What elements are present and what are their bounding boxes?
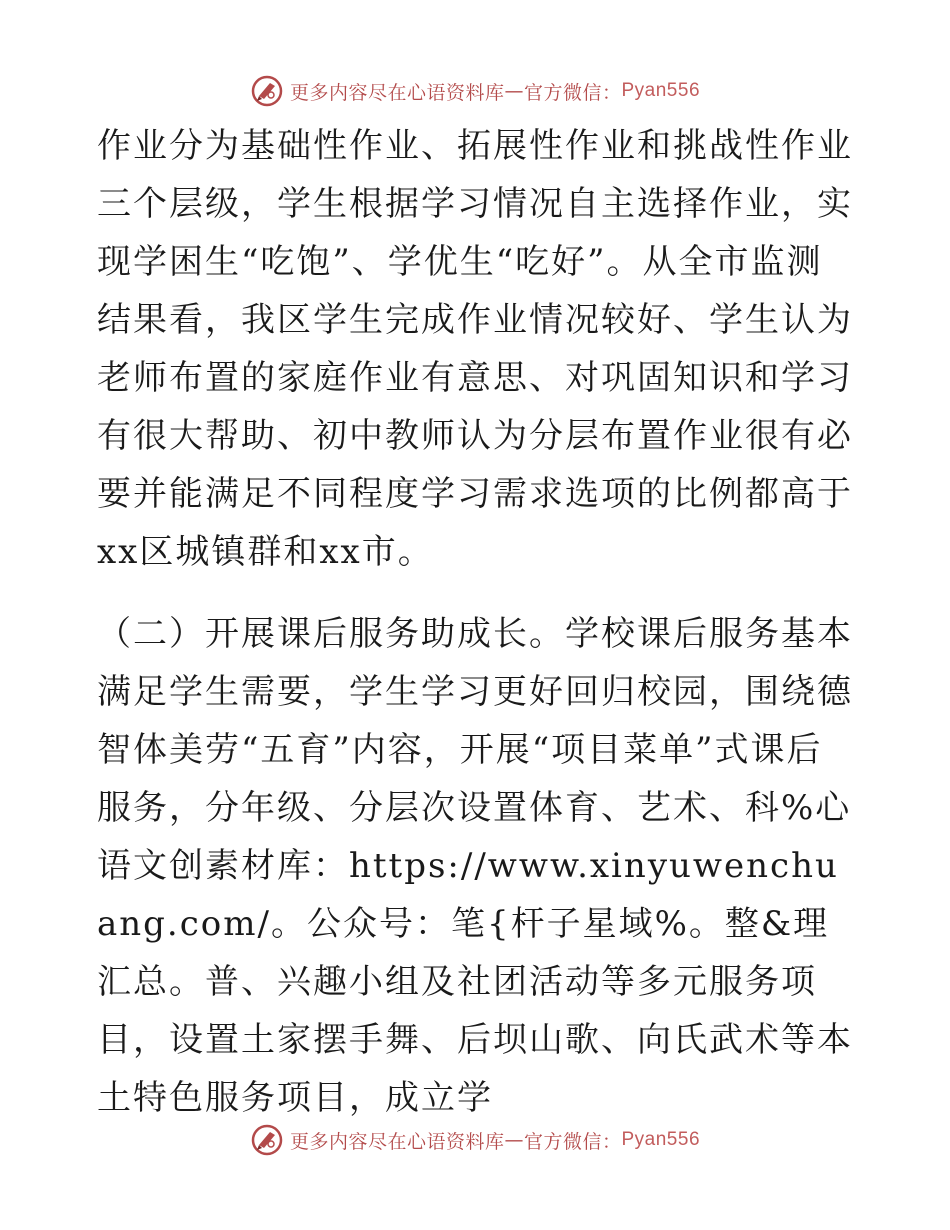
watermark-separator: — bbox=[504, 1129, 524, 1151]
watermark-official-label: 官方微信： bbox=[523, 81, 622, 104]
watermark-brand: 更多内容尽在心语资料库 bbox=[289, 81, 505, 104]
document-body bbox=[97, 117, 857, 1127]
watermark-brand: 更多内容尽在心语资料库 bbox=[289, 1130, 505, 1153]
paragraph-after-school-services: （二）开展课后服务助成长。学校课后服务基本满足学生需要，学生学习更好回归校园，围绕德智体美劳“五育”内容，开展“项目菜单”式课后服务，分年级、分层次设置体育、艺术、科%心语文创素材库：https://www.xinyuwenchuang.com/。公众号：笔{杆子星域%。整&理汇总。普、兴趣小组及社团活动等多元服务项目，设置土家摆手舞、后坝山歌、向氏武术等本土特色服务项目，成立学 bbox=[97, 614, 853, 1118]
brand-logo-icon bbox=[250, 74, 284, 108]
header-watermark bbox=[0, 71, 950, 111]
paragraph-homework-tiers: 作业分为基础性作业、拓展性作业和挑战性作业三个层级，学生根据学习情况自主选择作业，实现学困生“吃饱”、学优生“吃好”。从全市监测结果看，我区学生完成作业情况较好、学生认为老师布置的家庭作业有意思、对巩固知识和学习有很大帮助、初中教师认为分层布置作业很有必要并能满足不同程度学习需求选项的比例都高于xx区城镇群和xx市。 bbox=[97, 126, 853, 572]
watermark-separator: — bbox=[504, 80, 524, 102]
brand-logo-icon bbox=[250, 1123, 284, 1157]
watermark-wechat-id: Pyan556 bbox=[621, 80, 701, 101]
watermark-official-label: 官方微信： bbox=[523, 1130, 622, 1153]
footer-watermark bbox=[0, 1120, 950, 1160]
watermark-wechat-id: Pyan556 bbox=[621, 1129, 701, 1150]
